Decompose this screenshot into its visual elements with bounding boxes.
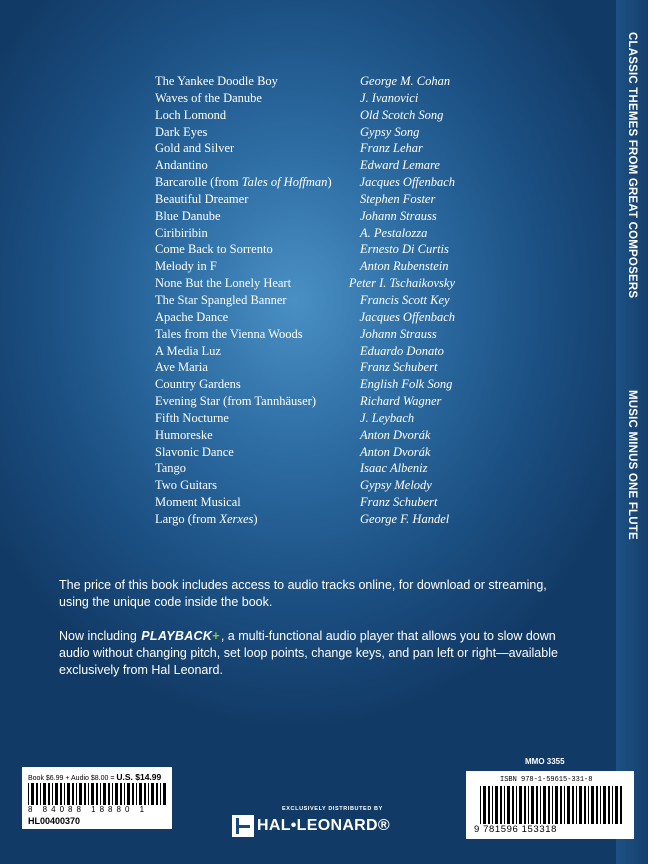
catalog-number: MMO 3355 [525,757,565,766]
song-row [155,258,455,275]
barcode-bar [531,786,534,824]
song-title: Fifth Nocturne [155,410,229,425]
isbn-digits: 9 781596 153318 [474,824,557,835]
song-title: Country Gardens [155,377,241,392]
barcode-bar [156,783,158,805]
song-composer: Peter I. Tschaikovsky [348,276,455,291]
price-line [28,772,161,782]
barcode-bar [615,786,618,824]
barcode-bar [524,786,526,824]
barcode-bar [564,786,565,824]
song-title: Waves of the Danube [155,90,262,105]
song-title: Melody in F [155,259,217,274]
barcode-bar [500,786,502,824]
upc-barcode-box [22,767,172,829]
barcode-bar [552,786,553,824]
song-title: Andantino [155,158,208,173]
barcode-bar [40,783,41,805]
barcode-bar [567,786,570,824]
isbn-barcode-box [466,771,634,839]
song-row [155,90,455,107]
song-title: Come Back to Sorrento [155,242,273,257]
song-composer: Richard Wagner [360,394,442,409]
song-title: Moment Musical [155,495,241,510]
playback-logo: PLAYBACK+ [141,629,220,643]
barcode-bar [543,786,546,824]
song-title: Slavonic Dance [155,444,234,459]
barcode-bar [603,786,606,824]
song-composer: George F. Handel [360,511,450,526]
barcode-bar [507,786,510,824]
song-composer: Stephen Foster [360,191,436,206]
song-row [155,460,455,477]
song-composer: A. Pestalozza [360,225,428,240]
song-title: Dark Eyes [155,124,208,139]
barcode-bar [28,783,29,805]
barcode-bar [132,783,134,805]
song-composer: English Folk Song [360,377,453,392]
song-row [155,511,455,528]
song-row [155,275,455,292]
song-title: Blue Danube [155,208,221,223]
description-playback-text [59,628,579,679]
song-row [155,124,455,141]
barcode-bar [127,783,130,805]
song-composer: Franz Lehar [360,141,423,156]
song-title: The Yankee Doodle Boy [155,74,278,88]
hal-leonard-icon [232,815,254,837]
barcode-bar [480,786,481,824]
barcode-bar [115,783,118,805]
barcode-bar [139,783,142,805]
song-row [155,427,455,444]
song-row [155,157,455,174]
barcode-bar [495,786,498,824]
barcode-bar [548,786,550,824]
barcode-bar [100,783,101,805]
description [59,577,579,696]
song-title: Tales from the Vienna Woods [155,326,303,341]
song-title: Largo (from Xerxes) [155,511,258,526]
playback-prefix: Now including [59,629,141,643]
song-composer: Francis Scott Key [360,292,450,307]
song-composer: Ernesto Di Curtis [360,242,449,257]
song-title: Ciribiribin [155,225,208,240]
song-composer: Old Scotch Song [360,107,444,122]
barcode-bar [560,786,562,824]
barcode-bar [67,783,70,805]
song-row [155,174,455,191]
barcode-bar [72,783,74,805]
barcode-bar [163,783,166,805]
song-row [155,343,455,360]
song-row [155,309,455,326]
song-title: The Star Spangled Banner [155,292,287,307]
song-composer: Isaac Albeniz [360,461,428,476]
publisher-logo [232,814,390,838]
barcode-bar [144,783,146,805]
song-composer: Anton Dvorák [360,444,431,459]
publisher-name: HAL•LEONARD® [257,817,390,834]
barcode-bar [91,783,94,805]
song-row [155,393,455,410]
barcode-bar [512,786,514,824]
song-title: Humoreske [155,427,213,442]
barcode-bar [112,783,113,805]
spine-series: MUSIC MINUS ONE FLUTE [626,390,638,540]
barcode-bar [528,786,529,824]
barcode-bar [492,786,493,824]
song-row [155,73,455,90]
barcode-bar [612,786,613,824]
barcode-bar [483,786,486,824]
song-title: Evening Star (from Tannhäuser) [155,394,316,409]
barcode-bar [55,783,58,805]
barcode-bar [31,783,34,805]
barcode-bar [151,783,154,805]
song-composer: Edward Lemare [360,158,440,173]
barcode-bar [84,783,86,805]
song-title: Apache Dance [155,309,229,324]
song-row [155,140,455,157]
song-composer: J. Ivanovici [360,90,419,105]
price-breakdown: Book $6.99 + Audio $8.00 = [28,775,117,782]
barcode-bar [504,786,505,824]
isbn-barcode [480,786,626,824]
barcode-bar [600,786,601,824]
barcode-bar [540,786,541,824]
barcode-bar [536,786,538,824]
isbn-label: ISBN 978-1-59615-331-8 [500,776,593,784]
barcode-bar [488,786,490,824]
barcode-bar [596,786,598,824]
song-title: A Media Luz [155,343,221,358]
barcode-bar [120,783,122,805]
song-row [155,292,455,309]
barcode-bar [555,786,558,824]
song-composer: Jacques Offenbach [359,309,455,324]
song-composer: Johann Strauss [360,208,437,223]
barcode-bar [588,786,589,824]
song-row [155,225,455,242]
song-row [155,477,455,494]
barcode-bar [516,786,517,824]
barcode-bar [48,783,50,805]
song-composer: Gypsy Melody [360,478,432,493]
barcode-bar [79,783,82,805]
song-row [155,376,455,393]
song-row [155,359,455,376]
barcode-bar [76,783,77,805]
hl-item-code: HL00400370 [28,816,81,826]
song-title: Ave Maria [155,360,208,375]
song-list [155,73,455,528]
song-title: None But the Lonely Heart [155,276,292,291]
upc-digits: 8 84088 18880 1 [28,805,149,814]
song-composer: Jacques Offenbach [359,175,455,190]
barcode-bar [60,783,62,805]
barcode-bar [64,783,65,805]
playback-suffix: , a multi-functional audio player that allows you to slow down audio without changing pitch, set loop points, change keys, and pan left or right—available exclusively from Hal Leonard. [59,629,558,677]
barcode-bar [160,783,161,805]
song-title: Two Guitars [155,478,217,493]
song-title: Beautiful Dreamer [155,191,249,206]
barcode-bar [103,783,106,805]
barcode-bar [88,783,89,805]
barcode-bar [584,786,586,824]
song-composer: Anton Rubenstein [360,259,449,274]
price-total: U.S. $14.99 [116,772,162,782]
song-row [155,444,455,461]
upc-barcode [28,783,166,805]
barcode-bar [36,783,38,805]
song-row [155,494,455,511]
song-composer: Eduardo Donato [360,343,444,358]
song-row [155,326,455,343]
song-row [155,107,455,124]
song-row [155,208,455,225]
song-composer: Johann Strauss [360,326,437,341]
song-title: Gold and Silver [155,141,235,156]
song-composer: George M. Cohan [360,74,451,88]
barcode-bar [572,786,574,824]
song-composer: Franz Schubert [360,360,438,375]
barcode-bar [579,786,582,824]
barcode-bar [620,786,622,824]
barcode-bar [148,783,149,805]
barcode-bar [591,786,594,824]
song-title: Barcarolle (from Tales of Hoffman) [155,175,332,190]
barcode-bar [136,783,137,805]
spine-title: CLASSIC THEMES FROM GREAT COMPOSERS [626,32,638,299]
song-title: Loch Lomond [155,107,227,122]
barcode-bar [519,786,522,824]
barcode-bar [608,786,610,824]
description-access-text: The price of this book includes access to audio tracks online, for download or streaming, using the unique code inside the book. [59,578,547,609]
distributed-by: EXCLUSIVELY DISTRIBUTED BY [282,806,383,812]
song-composer: Anton Dvorák [360,427,431,442]
song-row [155,191,455,208]
song-composer: J. Leybach [360,410,415,425]
barcode-bar [43,783,46,805]
song-composer: Gypsy Song [360,124,420,139]
song-row [155,410,455,427]
barcode-bar [52,783,53,805]
song-row [155,241,455,258]
barcode-bar [124,783,125,805]
barcode-bar [96,783,98,805]
barcode-bar [576,786,577,824]
song-title: Tango [155,461,187,476]
song-composer: Franz Schubert [360,495,438,510]
barcode-bar [108,783,110,805]
